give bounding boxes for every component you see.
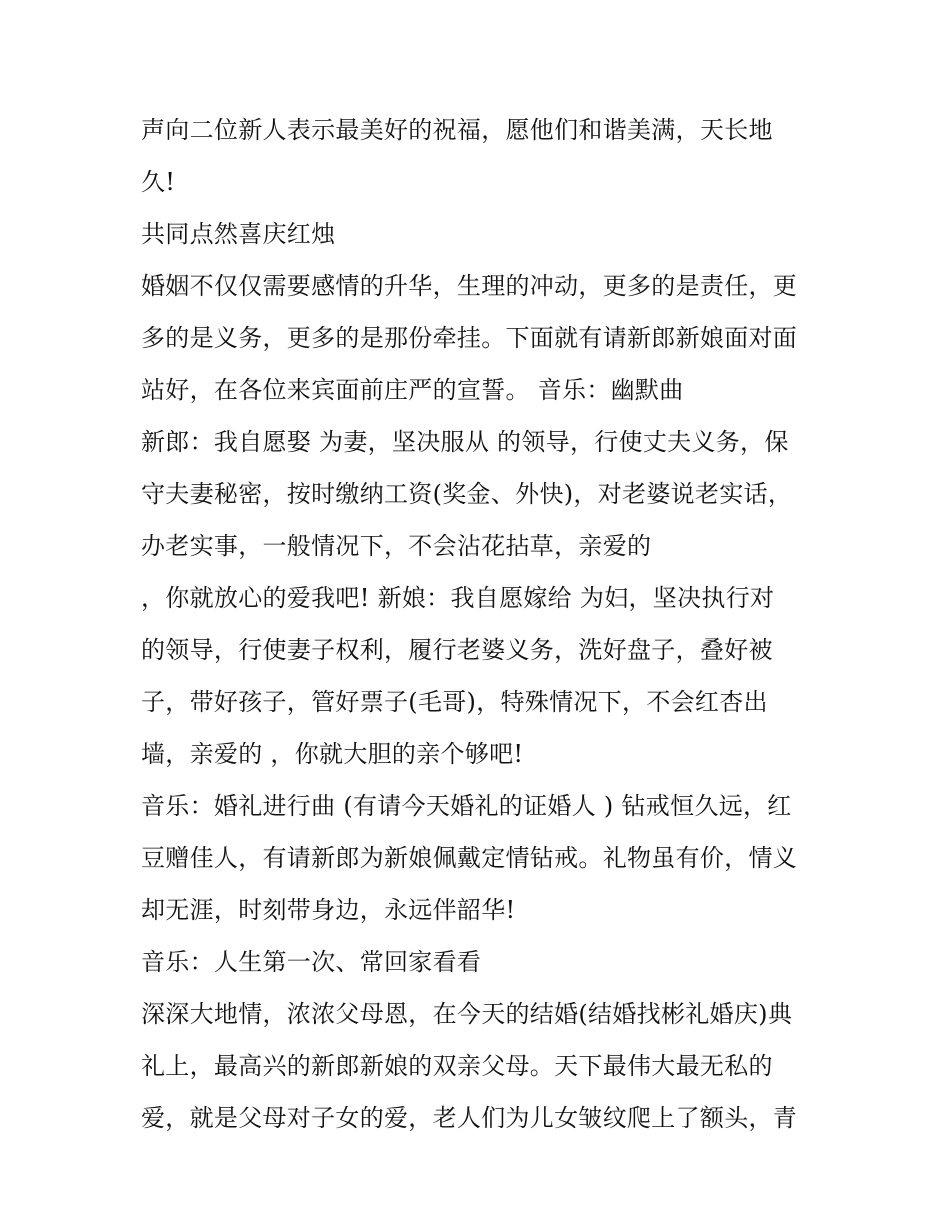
text-line: 礼上，最高兴的新郎新娘的双亲父母。天下最伟大最无私的 [141, 1052, 773, 1080]
text-line: 爱，就是父母对子女的爱，老人们为儿女皱纹爬上了额头，青 [141, 1104, 798, 1132]
text-line: 却无涯，时刻带身边，永远伴韶华! [141, 896, 516, 924]
text-line: 久! [141, 168, 176, 196]
text-line: 声向二位新人表示最美好的祝福，愿他们和谐美满，天长地 [141, 116, 773, 144]
text-line: 墙，亲爱的 ，你就大胆的亲个够吧! [141, 740, 524, 768]
text-line: 豆赠佳人，有请新郎为新娘佩戴定情钻戒。礼物虽有价，情义 [141, 844, 798, 872]
text-line: 新郎：我自愿娶 为妻，坚决服从 的领导，行使丈夫义务，保 [141, 428, 789, 456]
text-line: 子，带好孩子，管好票子(毛哥)，特殊情况下，不会红杏出 [141, 688, 768, 716]
document-body [141, 104, 831, 1144]
text-line: 婚姻不仅仅需要感情的升华，生理的冲动，更多的是责任，更 [141, 272, 798, 300]
text-line: 办老实事，一般情况下，不会沾花拈草，亲爱的 [141, 532, 652, 560]
text-line: 守夫妻秘密，按时缴纳工资(奖金、外快)，对老婆说老实话， [141, 480, 793, 508]
text-line: 深深大地情，浓浓父母恩，在今天的结婚(结婚找彬礼婚庆)典 [141, 1000, 793, 1028]
text-line: 音乐：婚礼进行曲 (有请今天婚礼的证婚人 ) 钻戒恒久远，红 [141, 792, 792, 820]
section-heading: 音乐：人生第一次、常回家看看 [141, 948, 482, 976]
section-heading: 共同点然喜庆红烛 [141, 220, 336, 248]
text-line: 多的是义务，更多的是那份牵挂。下面就有请新郎新娘面对面 [141, 324, 798, 352]
text-line: 站好，在各位来宾面前庄严的宣誓。 音乐：幽默曲 [141, 376, 684, 404]
text-line: ，你就放心的爱我吧! 新娘：我自愿嫁给 为妇，坚决执行对 [141, 584, 775, 612]
text-line: 的领导，行使妻子权利，履行老婆义务，洗好盘子，叠好被 [141, 636, 773, 664]
